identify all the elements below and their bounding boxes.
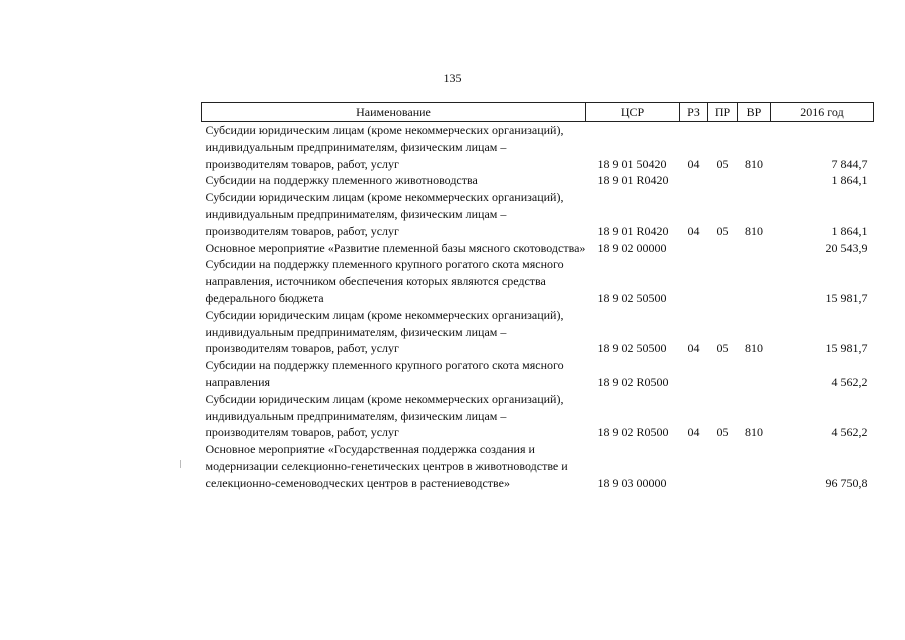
row-csr: 18 9 01 R0420 [597, 223, 669, 238]
table-row [202, 441, 874, 491]
row-amount: 1 864,1 [831, 173, 868, 188]
row-vr [738, 357, 771, 391]
table-row [202, 189, 874, 239]
row-vr: 810 [745, 341, 763, 356]
table-row [202, 357, 874, 391]
row-rz: 04 [687, 156, 700, 171]
row-pr: 05 [716, 425, 729, 440]
header-vr: ВР [738, 103, 771, 122]
table-row [202, 256, 874, 306]
table-header-row [202, 103, 874, 122]
margin-mark [180, 460, 181, 468]
row-amount: 96 750,8 [825, 475, 868, 490]
row-csr: 18 9 02 00000 [597, 240, 667, 255]
table-row [202, 391, 874, 441]
row-rz: 04 [687, 341, 700, 356]
row-name: Субсидии юридическим лицам (кроме некоммерческих организаций), индивидуальным предпринимателям, физическим лицам – производителям товаров, работ, услуг [205, 307, 564, 356]
row-rz: 04 [687, 223, 700, 238]
row-rz [680, 240, 708, 257]
row-pr: 05 [716, 223, 729, 238]
row-amount: 15 981,7 [825, 341, 868, 356]
row-pr [708, 240, 738, 257]
row-csr: 18 9 02 50500 [597, 341, 667, 356]
row-name: Субсидии на поддержку племенного крупного рогатого скота мясного направления, источником обеспечения которых являются средства федерального бюджета [205, 257, 564, 305]
table-row [202, 240, 874, 257]
header-year: 2016 год [771, 103, 874, 122]
row-name: Субсидии юридическим лицам (кроме некоммерческих организаций), индивидуальным предпринимателям, физическим лицам – производителям товаров, работ, услуг [205, 190, 564, 238]
row-rz: 04 [687, 425, 700, 440]
row-amount: 20 543,9 [825, 240, 868, 255]
row-amount: 4 562,2 [831, 425, 868, 440]
row-vr [738, 240, 771, 257]
row-vr [738, 256, 771, 306]
row-csr: 18 9 02 R0500 [597, 425, 669, 440]
row-csr: 18 9 01 R0420 [597, 173, 669, 188]
header-pr: ПР [708, 103, 738, 122]
row-rz [680, 172, 708, 189]
row-pr [708, 441, 738, 491]
row-name: Субсидии юридическим лицам (кроме некоммерческих организаций), индивидуальным предпринимателям, физическим лицам – производителям товаров, работ, услуг [205, 123, 564, 171]
header-rz: РЗ [680, 103, 708, 122]
row-vr [738, 441, 771, 491]
table-body [202, 122, 874, 492]
row-csr: 18 9 03 00000 [597, 475, 667, 490]
row-csr: 18 9 02 50500 [597, 290, 667, 305]
row-name: Основное мероприятие «Развитие племенной базы мясного скотоводства» [205, 240, 586, 255]
budget-table [201, 102, 874, 492]
header-csr: ЦСР [586, 103, 680, 122]
table-row [202, 172, 874, 189]
row-amount: 4 562,2 [831, 374, 868, 389]
row-pr [708, 256, 738, 306]
row-vr: 810 [745, 223, 763, 238]
row-vr: 810 [745, 156, 763, 171]
row-vr: 810 [745, 425, 763, 440]
row-rz [680, 441, 708, 491]
row-rz [680, 256, 708, 306]
row-name: Субсидии юридическим лицам (кроме некоммерческих организаций), индивидуальным предпринимателям, физическим лицам – производителям товаров, работ, услуг [205, 391, 564, 440]
row-amount: 15 981,7 [825, 290, 868, 305]
table-row [202, 122, 874, 173]
table-header [202, 103, 874, 122]
row-name: Субсидии на поддержку племенного животноводства [205, 173, 478, 188]
row-pr [708, 357, 738, 391]
row-name: Субсидии на поддержку племенного крупного рогатого скота мясного направления [205, 358, 564, 389]
header-name: Наименование [202, 103, 586, 122]
table-row [202, 307, 874, 357]
row-pr: 05 [716, 156, 729, 171]
row-amount: 1 864,1 [831, 223, 868, 238]
row-pr: 05 [716, 341, 729, 356]
row-rz [680, 357, 708, 391]
page-number: 135 [443, 71, 462, 85]
row-vr [738, 172, 771, 189]
row-pr [708, 172, 738, 189]
row-amount: 7 844,7 [831, 156, 868, 171]
row-csr: 18 9 02 R0500 [597, 374, 669, 389]
row-csr: 18 9 01 50420 [597, 156, 667, 171]
row-name: Основное мероприятие «Государственная поддержка создания и модернизации селекционно-генетических центров в животноводстве и селекционно-семеноводческих центров в растениеводстве» [205, 442, 568, 490]
